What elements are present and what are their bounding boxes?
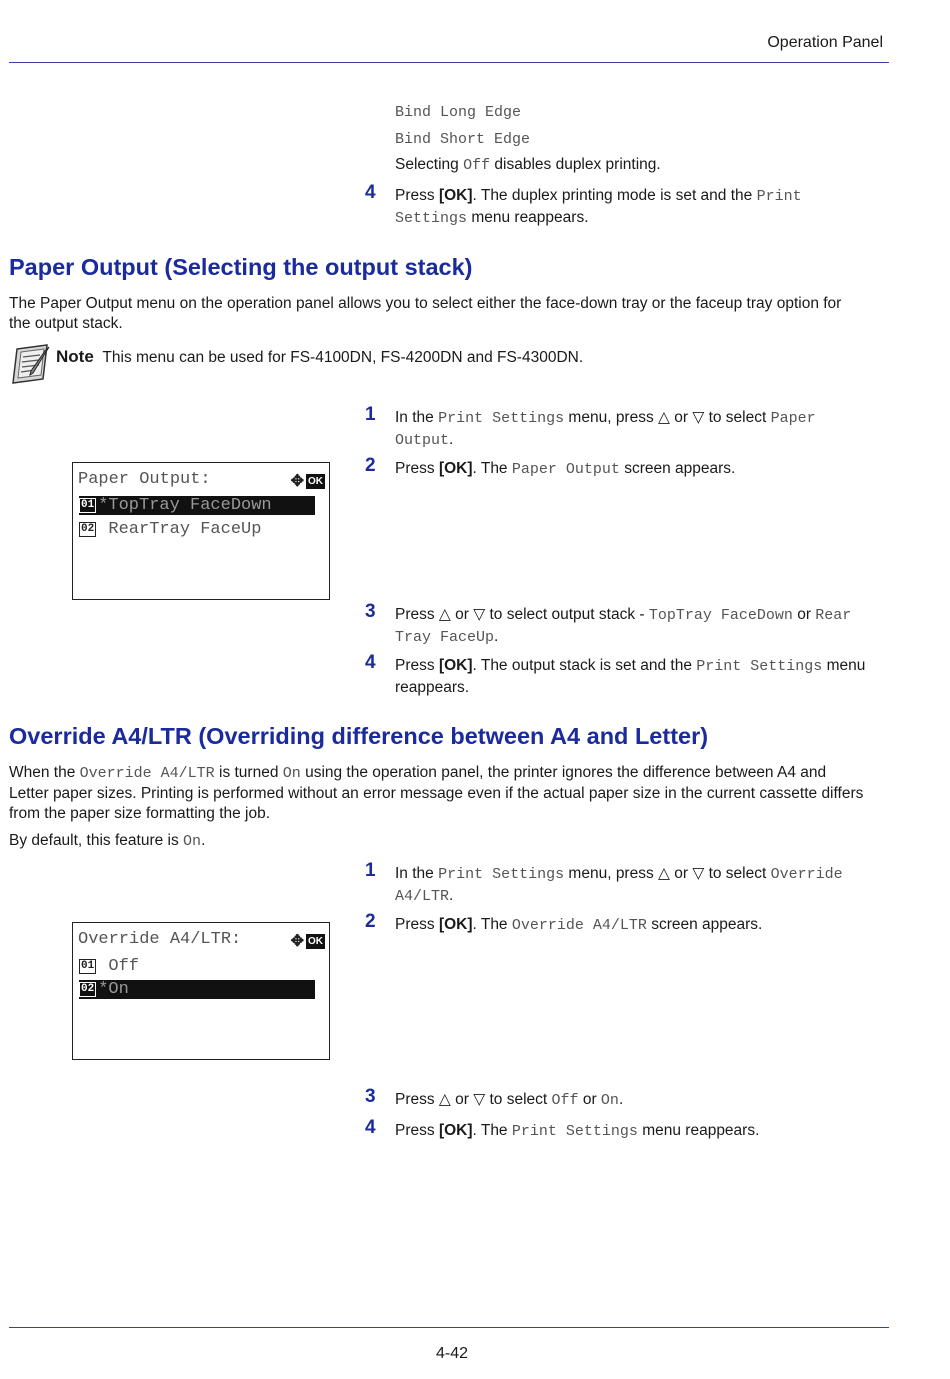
step-text: In the Print Settings menu, press △ or ▽ to select Override A4/LTR. xyxy=(395,865,843,905)
step-number: 3 xyxy=(365,1086,376,1107)
option-bind-long-edge: Bind Long Edge xyxy=(395,104,522,121)
override-paragraph: When the Override A4/LTR is turned On using the operation panel, the printer ignores the difference between A4 and Letter paper sizes. Printing is performed without an error message even if the actual paper size in the current cassette differs from the paper size formatting the job. xyxy=(9,764,864,822)
step-text: Press [OK]. The Paper Output screen appears. xyxy=(395,460,736,478)
step-number: 4 xyxy=(365,182,376,203)
footer-rule xyxy=(9,1327,889,1328)
note-line: Note This menu can be used for FS-4100DN, FS-4200DN and FS-4300DN. xyxy=(56,347,584,366)
step-text: Press [OK]. The duplex printing mode is set and the Print Settings menu reappears. xyxy=(395,187,802,227)
option-bind-short-edge: Bind Short Edge xyxy=(395,131,531,148)
step-text: Press [OK]. The Override A4/LTR screen appears. xyxy=(395,916,763,934)
lcd-nav xyxy=(291,931,325,951)
step-text: Press [OK]. The output stack is set and the Print Settings menu reappears. xyxy=(395,657,866,696)
lcd-row-selected: 01 *TopTray FaceDown xyxy=(79,496,315,515)
step-number: 2 xyxy=(365,911,376,932)
four-way-arrow-icon: ✥ xyxy=(290,933,304,950)
step-number: 1 xyxy=(365,404,376,425)
running-header: Operation Panel xyxy=(767,34,883,51)
lcd-paper-output xyxy=(72,462,330,600)
step-text: Press △ or ▽ to select Off or On. xyxy=(395,1091,624,1109)
selecting-off-text: Selecting Off disables duplex printing. xyxy=(395,156,661,174)
step-number: 3 xyxy=(365,601,376,622)
lcd-title: Override A4/LTR: xyxy=(78,930,242,949)
ok-key-icon: OK xyxy=(308,475,323,487)
header-rule xyxy=(9,62,889,63)
step-number: 1 xyxy=(365,860,376,881)
default-paragraph: By default, this feature is On. xyxy=(9,832,206,850)
section-heading-paper-output: Paper Output (Selecting the output stack) xyxy=(9,254,473,280)
lcd-row: 01 Off xyxy=(81,957,140,976)
step-text: Press [OK]. The Print Settings menu reappears. xyxy=(395,1122,760,1140)
ok-key-icon: OK xyxy=(308,935,323,947)
note-icon xyxy=(9,343,51,385)
step-text: In the Print Settings menu, press △ or ▽ to select Paper Output. xyxy=(395,409,816,449)
lcd-row-selected: 02 *On xyxy=(79,980,315,999)
step-number: 4 xyxy=(365,1117,376,1138)
lcd-row: 02 RearTray FaceUp xyxy=(81,520,262,539)
four-way-arrow-icon: ✥ xyxy=(290,473,304,490)
lcd-nav xyxy=(291,471,325,491)
step-number: 2 xyxy=(365,455,376,476)
lcd-title: Paper Output: xyxy=(78,470,211,489)
section-heading-override: Override A4/LTR (Overriding difference between A4 and Letter) xyxy=(9,723,709,749)
intro-paragraph: The Paper Output menu on the operation panel allows you to select either the face-down tray or the faceup tray option for the output stack. xyxy=(9,295,842,332)
step-text: Press △ or ▽ to select output stack - TopTray FaceDown or Rear Tray FaceUp. xyxy=(395,606,852,646)
page-number: 4-42 xyxy=(436,1345,469,1362)
lcd-override xyxy=(72,922,330,1060)
step-number: 4 xyxy=(365,652,376,673)
